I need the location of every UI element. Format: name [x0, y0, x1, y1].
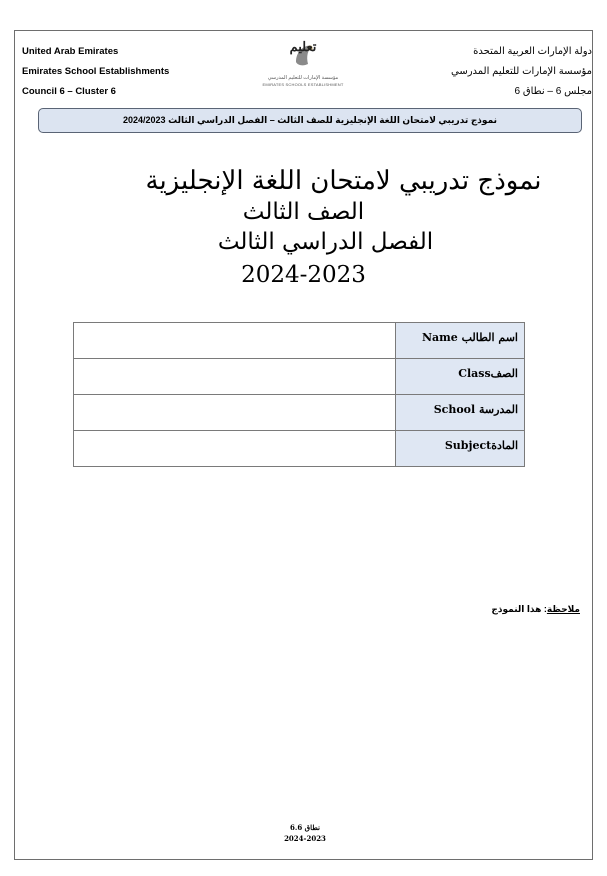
note-label: ملاحظة: [546, 604, 580, 614]
exam-banner: نموذج تدريبي لامتحان اللغة الإنجليزية للصف الثالث – الفصل الدراسي الثالث 2024/2023: [38, 108, 582, 133]
table-row: [74, 395, 525, 431]
logo-arabic-name: مؤسسة الإمارات للتعليم المدرسي: [267, 75, 339, 81]
table-row: [74, 359, 525, 395]
student-info-table: [73, 322, 525, 467]
header-right-council: مجلس 6 – نطاق 6: [514, 86, 592, 97]
title-exam: نموذج تدريبي لامتحان اللغة الإنجليزية: [145, 166, 542, 196]
page-footer: [280, 822, 330, 844]
header-left: [22, 42, 169, 102]
ese-logo: [248, 36, 358, 92]
school-label: المدرسة School: [396, 395, 525, 431]
table-row: [74, 431, 525, 467]
subject-field[interactable]: [74, 431, 396, 467]
class-label: الصفClass: [396, 359, 525, 395]
title-term: الفصل الدراسي الثالث: [217, 229, 434, 255]
title-grade: الصف الثالث: [242, 199, 365, 225]
note: [491, 604, 580, 615]
school-field[interactable]: [74, 395, 396, 431]
header-left-establishment: Emirates School Establishments: [22, 66, 170, 77]
footer-year: 2024-2023: [284, 834, 326, 843]
title-year: 2024-2023: [241, 262, 366, 288]
student-name-label: اسم الطالب Name: [396, 323, 525, 359]
subject-label: المادةSubject: [396, 431, 525, 467]
footer-cluster: نطاق 6.6: [290, 823, 320, 832]
header-right-country: دولة الإمارات العربية المتحدة: [473, 46, 592, 57]
header-left-council: Council 6 – Cluster 6: [22, 86, 116, 97]
logo-wordmark: تعليم: [289, 40, 317, 55]
student-name-field[interactable]: [74, 323, 396, 359]
note-text: : هذا النموذج: [491, 604, 547, 614]
header-right-establishment: مؤسسة الإمارات للتعليم المدرسي: [450, 66, 592, 77]
table-row: [74, 323, 525, 359]
header-left-country: United Arab Emirates: [22, 46, 119, 57]
class-field[interactable]: [74, 359, 396, 395]
logo-english-name: EMIRATES SCHOOLS ESTABLISHMENT: [262, 82, 344, 87]
header-right: [451, 42, 592, 102]
